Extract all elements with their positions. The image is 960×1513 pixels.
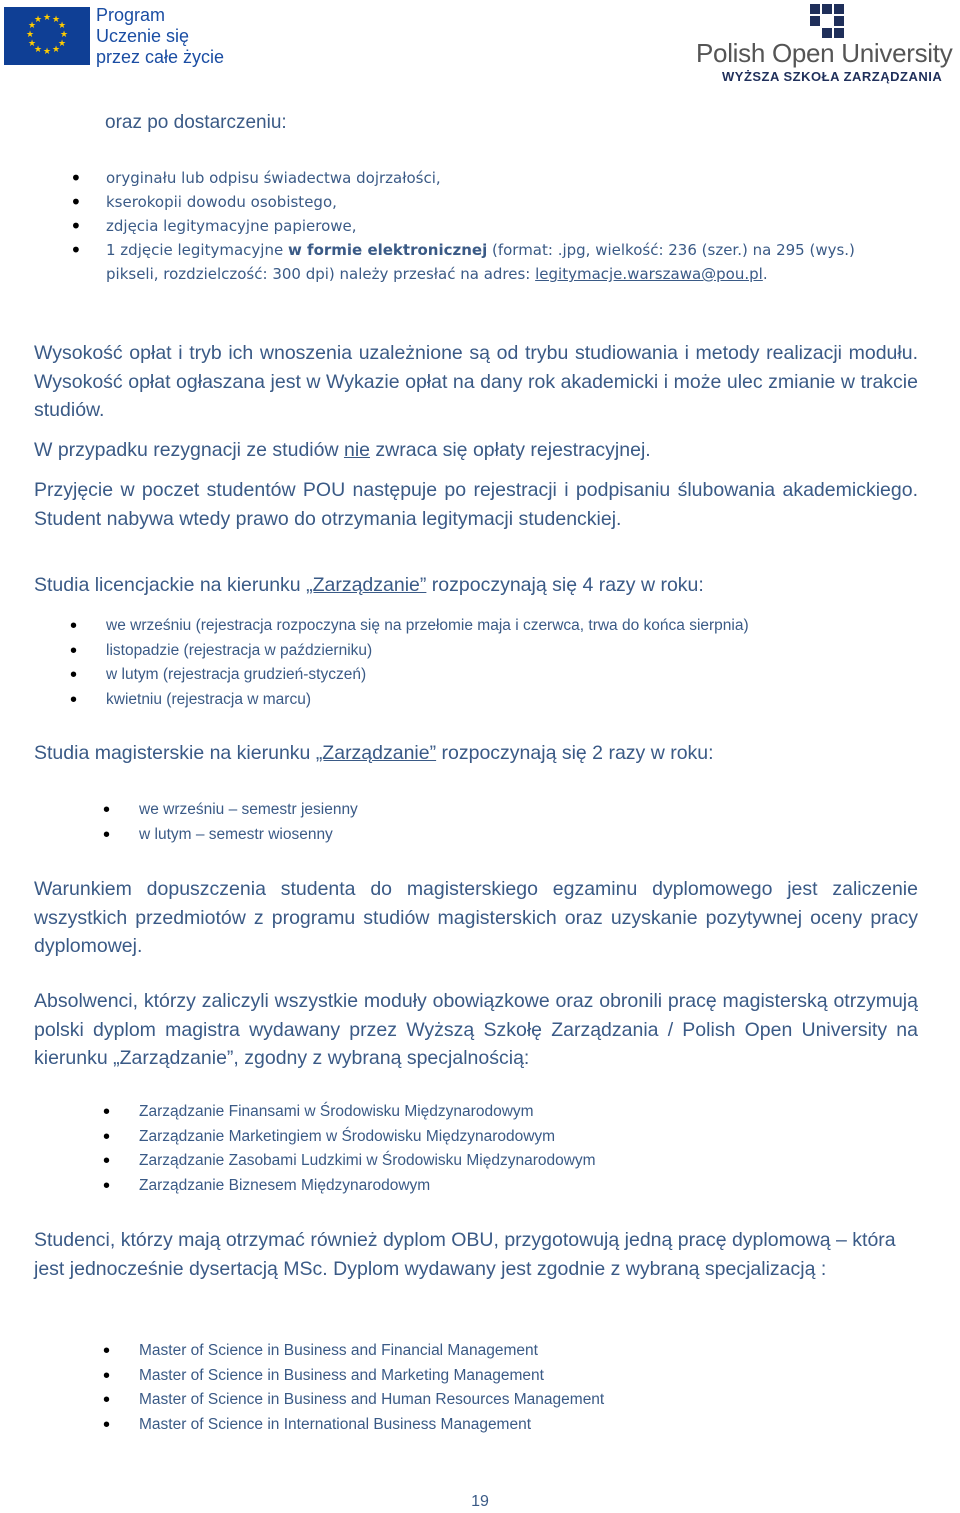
list-item: • we wrześniu – semestr jesienny (103, 798, 903, 823)
list-item: • w lutym (rejestracja grudzień-styczeń) (70, 663, 910, 688)
master-heading: Studia magisterskie na kierunku „Zarządzanie” rozpoczynają się 2 razy w roku: (34, 742, 714, 764)
bachelor-heading: Studia licencjackie na kierunku „Zarządzanie” rozpoczynają się 4 razy w roku: (34, 574, 704, 596)
svg-text:★: ★ (27, 39, 37, 49)
svg-text:★: ★ (57, 39, 67, 49)
svg-text:★: ★ (59, 30, 69, 40)
list-item: • Zarządzanie Zasobami Ludzkimi w Środowisku Międzynarodowym (103, 1149, 903, 1174)
svg-text:★: ★ (42, 13, 52, 23)
refund-paragraph: W przypadku rezygnacji ze studiów nie zwraca się opłaty rejestracyjnej. (34, 439, 651, 461)
list-item: • oryginału lub odpisu świadectwa dojrzałości, (70, 166, 890, 190)
svg-text:★: ★ (42, 47, 52, 57)
program-line-2: Uczenie się (96, 26, 190, 46)
program-logo-text (96, 5, 224, 68)
svg-text:★: ★ (51, 15, 61, 25)
svg-text:★: ★ (51, 45, 61, 55)
list-item: • kwietniu (rejestracja w marcu) (70, 688, 910, 713)
list-item: • listopadzie (rejestracja w październiku) (70, 639, 910, 664)
svg-text:★: ★ (57, 21, 67, 31)
program-line-1: Program (96, 5, 166, 25)
list-item: • we wrześniu (rejestracja rozpoczyna się na przełomie maja i czerwca, trwa do końca sierpnia) (70, 614, 910, 639)
list-item: • Zarządzanie Biznesem Międzynarodowym (103, 1174, 903, 1199)
list-item: • w lutym – semestr wiosenny (103, 823, 903, 848)
list-item: • Master of Science in Business and Marketing Management (103, 1364, 903, 1389)
list-item: • Master of Science in Business and Human Resources Management (103, 1388, 903, 1413)
list-item: • Master of Science in Business and Financial Management (103, 1339, 903, 1364)
list-item: • kserokopii dowodu osobistego, (70, 190, 890, 214)
master-list (103, 798, 903, 847)
university-subtitle: WYŻSZA SZKOŁA ZARZĄDZANIA (722, 69, 943, 84)
graduates-paragraph: Absolwenci, którzy zaliczyli wszystkie moduły obowiązkowe oraz obronili pracę magisterską otrzymują polski dyplom magistra wydawany przez Wyższą Szkołę Zarządzania / Polish Open University na kierunku „Zarządzanie”, zgodny z wybraną specjalnością: (34, 990, 918, 1069)
svg-text:★: ★ (25, 30, 35, 40)
exam-paragraph: Warunkiem dopuszczenia studenta do magisterskiego egzaminu dyplomowego jest zaliczenie wszystkich przedmiotów z programu studiów magisterskich oraz uzyskanie pozytywnej oceny pracy dyplomowej. (34, 878, 918, 957)
page-number: 19 (471, 1493, 489, 1510)
program-line-3: przez całe życie (96, 47, 225, 67)
list-item: • 1 zdjęcie legitymacyjne w formie elektronicznej (format: .jpg, wielkość: 236 (szer.) na 295 (wys.) pikseli, rozdzielczość: 300 dpi) należy przesłać na adres: legitymacje.warszawa@pou.pl. (70, 238, 890, 286)
list-item: • Master of Science in International Business Management (103, 1413, 903, 1438)
page-header (0, 0, 960, 90)
pou-logo-mark (808, 2, 848, 42)
eu-flag-logo (4, 7, 90, 65)
specializations-list (103, 1100, 903, 1198)
list-item: • Zarządzanie Marketingiem w Środowisku Międzynarodowym (103, 1125, 903, 1150)
email-link[interactable]: legitymacje.warszawa@pou.pl (535, 265, 763, 283)
intro-text: oraz po dostarczeniu: (105, 112, 287, 133)
documents-list (70, 166, 890, 286)
svg-text:★: ★ (33, 15, 43, 25)
bachelor-list (70, 614, 910, 712)
list-item: • zdjęcia legitymacyjne papierowe, (70, 214, 890, 238)
obu-paragraph: Studenci, którzy mają otrzymać również dyplom OBU, przygotowują jedną pracę dyplomową – która jest jednocześnie dysertacją MSc. Dyplom wydawany jest zgodnie z wybraną specjalizacją : (34, 1229, 896, 1280)
admission-paragraph: Przyjęcie w poczet studentów POU następuje po rejestracji i podpisaniu ślubowania akademickiego. Student nabywa wtedy prawo do otrzymania legitymacji studenckiej. (34, 479, 918, 530)
svg-text:★: ★ (33, 45, 43, 55)
university-name: Polish Open University (696, 38, 953, 68)
svg-text:★: ★ (27, 21, 37, 31)
list-item: • Zarządzanie Finansami w Środowisku Międzynarodowym (103, 1100, 903, 1125)
fees-paragraph: Wysokość opłat i tryb ich wnoszenia uzależnione są od trybu studiowania i metody realizacji modułu. Wysokość opłat ogłaszana jest w Wykazie opłat na dany rok akademicki i może ulec zmianie w trakcie studiów. (34, 342, 918, 421)
msc-list (103, 1339, 903, 1437)
